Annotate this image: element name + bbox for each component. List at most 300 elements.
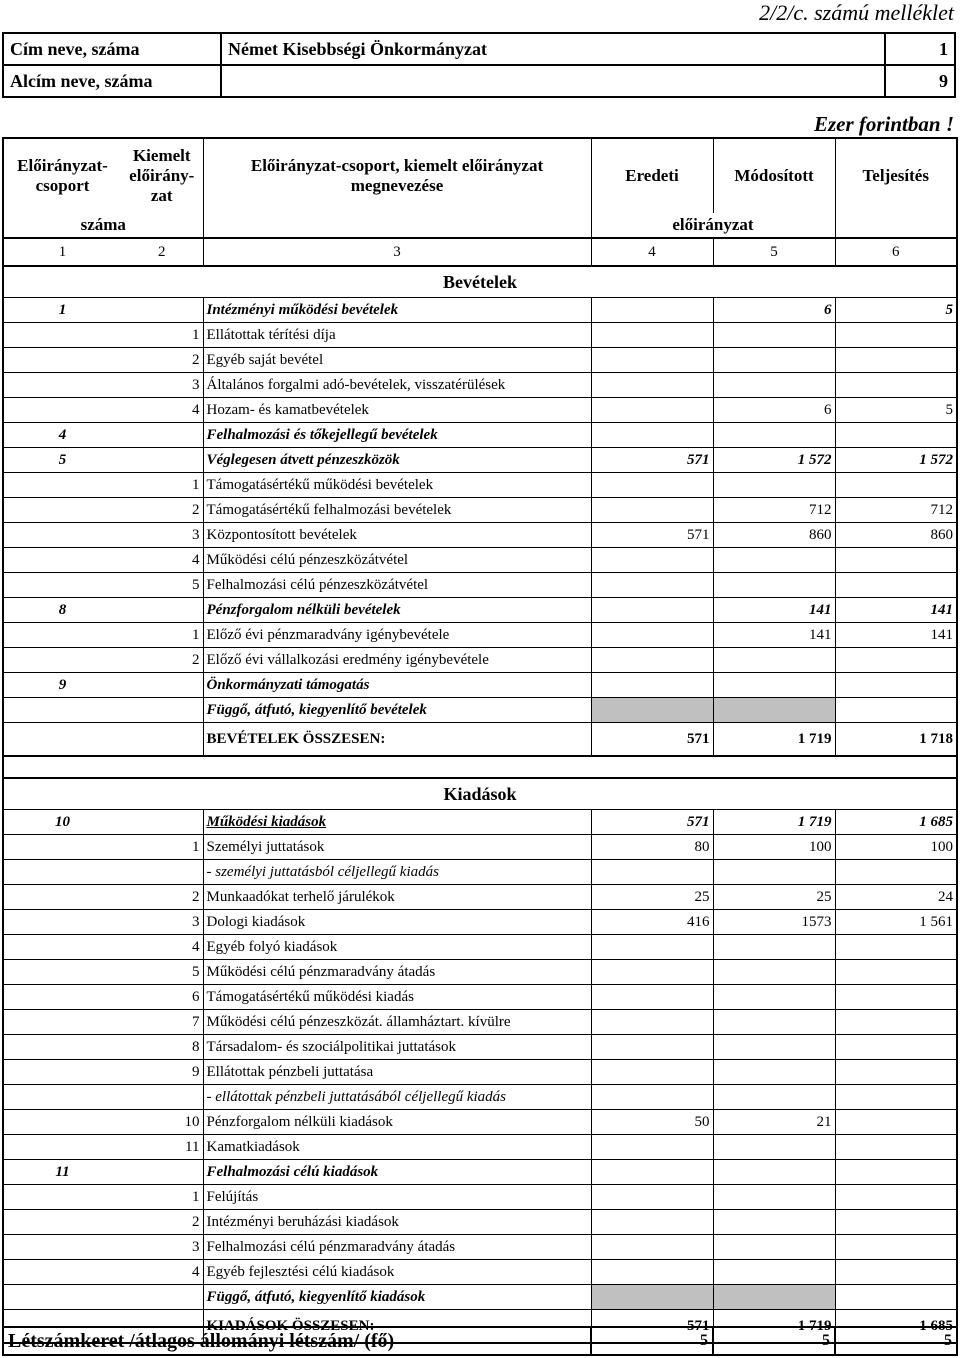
- expense-item-number: 6: [121, 985, 203, 1010]
- expense-performance-value: [835, 860, 957, 885]
- expense-original-value: [591, 860, 713, 885]
- title-row: [3, 33, 955, 65]
- expense-modified-value: [713, 1135, 835, 1160]
- expense-original-value: [591, 1260, 713, 1285]
- income-row: [3, 598, 957, 623]
- income-group-number: 4: [3, 423, 121, 448]
- income-original-value: [591, 548, 713, 573]
- expense-modified-value: [713, 1085, 835, 1110]
- income-group-number: [3, 373, 121, 398]
- income-performance-value: [835, 673, 957, 698]
- income-item-number: [121, 673, 203, 698]
- income-item-number: [121, 298, 203, 323]
- income-item-number: 3: [121, 523, 203, 548]
- expense-item-number: 1: [121, 1185, 203, 1210]
- expense-item-name: Pénzforgalom nélküli kiadások: [203, 1110, 591, 1135]
- income-item-number: 4: [121, 398, 203, 423]
- expense-group-number: [3, 1135, 121, 1160]
- income-item-name: Általános forgalmi adó-bevételek, visszatérülések: [203, 373, 591, 398]
- income-group-number: [3, 398, 121, 423]
- expense-item-number: 4: [121, 1260, 203, 1285]
- expense-item-name: Munkaadókat terhelő járulékok: [203, 885, 591, 910]
- headcount-table: [2, 1326, 958, 1356]
- income-item-name: Önkormányzati támogatás: [203, 673, 591, 698]
- income-performance-value: 5: [835, 398, 957, 423]
- header-table: [2, 32, 956, 98]
- income-original-value: [591, 573, 713, 598]
- expense-original-value: [591, 1135, 713, 1160]
- income-group-number: 9: [3, 673, 121, 698]
- expense-total-original: 571: [591, 1310, 713, 1344]
- expense-performance-value: [835, 1010, 957, 1035]
- income-modified-value: [713, 648, 835, 673]
- expense-original-value: [591, 1160, 713, 1185]
- expense-row: [3, 1260, 957, 1285]
- income-original-value: [591, 348, 713, 373]
- income-original-value: [591, 473, 713, 498]
- income-group-number: 1: [3, 298, 121, 323]
- expense-performance-value: [835, 1235, 957, 1260]
- income-modified-value: [713, 673, 835, 698]
- income-modified-value: [713, 348, 835, 373]
- budget-table: [2, 137, 958, 1344]
- headcount-row: [3, 1327, 957, 1355]
- expense-performance-value: [835, 1135, 957, 1160]
- expense-group-number: [3, 910, 121, 935]
- income-group-number: [3, 698, 121, 723]
- subtitle-row: [3, 65, 955, 97]
- expense-item-number: [121, 1160, 203, 1185]
- expense-original-value: 80: [591, 835, 713, 860]
- expense-total-performance: 1 685: [835, 1310, 957, 1344]
- income-group-number: [3, 523, 121, 548]
- expense-group-number: [3, 1210, 121, 1235]
- expense-section: [3, 778, 957, 1310]
- expense-modified-value: 100: [713, 835, 835, 860]
- expense-performance-value: [835, 960, 957, 985]
- col-number: 1: [3, 238, 121, 266]
- expense-group-number: [3, 1110, 121, 1135]
- expense-original-value: [591, 960, 713, 985]
- expense-original-value: 50: [591, 1110, 713, 1135]
- income-performance-value: [835, 548, 957, 573]
- expense-row: [3, 885, 957, 910]
- expense-performance-value: [835, 1185, 957, 1210]
- expense-row: [3, 860, 957, 885]
- income-original-value: 571: [591, 448, 713, 473]
- expense-row: [3, 1160, 957, 1185]
- col-group-header: Előirányzat-csoport: [17, 156, 108, 195]
- income-modified-value: [713, 698, 835, 723]
- expense-item-number: 3: [121, 1235, 203, 1260]
- expense-row: [3, 1285, 957, 1310]
- subtitle-label: Alcím neve, száma: [3, 65, 221, 97]
- expense-group-number: [3, 885, 121, 910]
- income-item-name: Támogatásértékű felhalmozási bevételek: [203, 498, 591, 523]
- expense-original-value: [591, 1060, 713, 1085]
- expense-item-name: Működési célú pénzeszközát. államháztart. kívülre: [203, 1010, 591, 1035]
- expense-performance-value: [835, 1085, 957, 1110]
- income-item-name: Központosított bevételek: [203, 523, 591, 548]
- expense-modified-value: [713, 860, 835, 885]
- expense-performance-value: [835, 1260, 957, 1285]
- expense-modified-value: [713, 1185, 835, 1210]
- income-modified-value: 6: [713, 298, 835, 323]
- expense-modified-value: [713, 935, 835, 960]
- expense-performance-value: [835, 1035, 957, 1060]
- expense-group-number: [3, 1010, 121, 1035]
- income-row: [3, 623, 957, 648]
- income-original-value: [591, 398, 713, 423]
- expense-item-name: - személyi juttatásból céljellegű kiadás: [203, 860, 591, 885]
- expense-modified-value: 25: [713, 885, 835, 910]
- income-row: [3, 348, 957, 373]
- expense-item-name: Intézményi beruházási kiadások: [203, 1210, 591, 1235]
- income-item-name: Előző évi pénzmaradvány igénybevétele: [203, 623, 591, 648]
- expense-item-name: Személyi juttatások: [203, 835, 591, 860]
- income-performance-value: [835, 473, 957, 498]
- column-number-row: [3, 238, 957, 266]
- expense-performance-value: [835, 1160, 957, 1185]
- income-total-modified: 1 719: [713, 723, 835, 757]
- income-group-number: [3, 548, 121, 573]
- col-description-header: Előirányzat-csoport, kiemelt előirányzat megnevezése: [203, 138, 591, 213]
- income-item-number: 5: [121, 573, 203, 598]
- expense-modified-value: 1573: [713, 910, 835, 935]
- expense-item-number: 8: [121, 1035, 203, 1060]
- expense-group-number: 11: [3, 1160, 121, 1185]
- expense-item-name: Felújítás: [203, 1185, 591, 1210]
- income-performance-value: [835, 373, 957, 398]
- expense-original-value: [591, 1235, 713, 1260]
- col-highlighted-header: Kiemelt előirány-zat: [121, 138, 203, 213]
- title-label: Cím neve, száma: [3, 33, 221, 65]
- expense-group-number: [3, 1285, 121, 1310]
- expense-original-value: 571: [591, 810, 713, 835]
- income-item-number: 1: [121, 473, 203, 498]
- expense-row: [3, 1210, 957, 1235]
- expense-modified-value: [713, 1285, 835, 1310]
- income-item-name: Hozam- és kamatbevételek: [203, 398, 591, 423]
- title-value: Német Kisebbségi Önkormányzat: [221, 33, 885, 65]
- income-modified-value: [713, 323, 835, 348]
- expense-item-name: Egyéb folyó kiadások: [203, 935, 591, 960]
- expense-group-number: [3, 1185, 121, 1210]
- expense-performance-value: [835, 1210, 957, 1235]
- expense-row: [3, 810, 957, 835]
- number-label: száma: [3, 213, 203, 238]
- expense-modified-value: [713, 1160, 835, 1185]
- income-original-value: [591, 373, 713, 398]
- expense-item-name: Ellátottak pénzbeli juttatása: [203, 1060, 591, 1085]
- expense-item-name: Felhalmozási célú kiadások: [203, 1160, 591, 1185]
- income-performance-value: 141: [835, 623, 957, 648]
- expense-group-number: [3, 985, 121, 1010]
- income-performance-value: 712: [835, 498, 957, 523]
- expense-item-name: Függő, átfutó, kiegyenlítő kiadások: [203, 1285, 591, 1310]
- income-item-name: Egyéb saját bevétel: [203, 348, 591, 373]
- expense-total-label: KIADÁSOK ÖSSZESEN:: [203, 1310, 591, 1344]
- expense-item-number: 2: [121, 885, 203, 910]
- income-modified-value: 6: [713, 398, 835, 423]
- expense-original-value: [591, 1035, 713, 1060]
- income-total-label: BEVÉTELEK ÖSSZESEN:: [203, 723, 591, 757]
- income-total-section: [3, 723, 957, 779]
- expense-group-number: [3, 1085, 121, 1110]
- income-item-number: 1: [121, 623, 203, 648]
- income-row: [3, 398, 957, 423]
- currency-note: Ezer forintban !: [813, 112, 954, 136]
- expense-row: [3, 1035, 957, 1060]
- income-performance-value: [835, 573, 957, 598]
- income-group-number: [3, 648, 121, 673]
- income-original-value: [591, 598, 713, 623]
- income-original-value: [591, 323, 713, 348]
- expense-group-number: [3, 960, 121, 985]
- income-original-value: [591, 648, 713, 673]
- expense-modified-value: 21: [713, 1110, 835, 1135]
- expense-item-number: 3: [121, 910, 203, 935]
- expense-section-title: Kiadások: [3, 778, 957, 810]
- expense-item-name: Felhalmozási célú pénzmaradvány átadás: [203, 1235, 591, 1260]
- expense-group-number: [3, 1035, 121, 1060]
- income-modified-value: [713, 373, 835, 398]
- income-item-name: Támogatásértékű működési bevételek: [203, 473, 591, 498]
- income-performance-value: [835, 423, 957, 448]
- income-group-number: [3, 323, 121, 348]
- income-item-number: 4: [121, 548, 203, 573]
- headcount-performance: 5: [835, 1327, 957, 1355]
- income-row: [3, 298, 957, 323]
- income-performance-value: 141: [835, 598, 957, 623]
- income-row: [3, 648, 957, 673]
- income-original-value: [591, 698, 713, 723]
- income-section: [3, 266, 957, 723]
- headcount-modified: 5: [713, 1327, 835, 1355]
- income-modified-value: 141: [713, 623, 835, 648]
- expense-group-number: [3, 1060, 121, 1085]
- expense-row: [3, 910, 957, 935]
- headcount-label: Létszámkeret /átlagos állományi létszám/ (fő): [3, 1327, 591, 1355]
- expense-row: [3, 935, 957, 960]
- col-original-header: Eredeti: [591, 138, 713, 213]
- income-performance-value: [835, 648, 957, 673]
- income-group-number: 8: [3, 598, 121, 623]
- expense-original-value: [591, 985, 713, 1010]
- income-row: [3, 548, 957, 573]
- expense-item-name: - ellátottak pénzbeli juttatásából céljellegű kiadás: [203, 1085, 591, 1110]
- income-row: [3, 573, 957, 598]
- income-original-value: 571: [591, 523, 713, 548]
- expense-item-name: Társadalom- és szociálpolitikai juttatások: [203, 1035, 591, 1060]
- expense-modified-value: [713, 985, 835, 1010]
- income-original-value: [591, 498, 713, 523]
- income-modified-value: 860: [713, 523, 835, 548]
- income-item-name: Előző évi vállalkozási eredmény igénybevétele: [203, 648, 591, 673]
- expense-modified-value: 1 719: [713, 810, 835, 835]
- income-performance-value: [835, 348, 957, 373]
- expense-item-number: 1: [121, 835, 203, 860]
- income-item-name: Intézményi működési bevételek: [203, 298, 591, 323]
- column-header-row: [3, 138, 957, 213]
- expense-item-name: Működési célú pénzmaradvány átadás: [203, 960, 591, 985]
- expense-original-value: [591, 1010, 713, 1035]
- expense-original-value: [591, 1185, 713, 1210]
- income-item-name: Felhalmozási célú pénzeszközátvétel: [203, 573, 591, 598]
- expense-group-number: [3, 835, 121, 860]
- col-number: 5: [713, 238, 835, 266]
- expense-performance-value: 100: [835, 835, 957, 860]
- income-row: [3, 323, 957, 348]
- expense-item-number: 4: [121, 935, 203, 960]
- income-item-number: 1: [121, 323, 203, 348]
- income-group-number: [3, 573, 121, 598]
- expense-modified-value: [713, 1060, 835, 1085]
- income-item-number: 3: [121, 373, 203, 398]
- col-number: 3: [203, 238, 591, 266]
- income-item-name: Pénzforgalom nélküli bevételek: [203, 598, 591, 623]
- expense-row: [3, 1085, 957, 1110]
- income-performance-value: [835, 698, 957, 723]
- income-row: [3, 373, 957, 398]
- income-row: [3, 498, 957, 523]
- expense-modified-value: [713, 1210, 835, 1235]
- income-item-name: Függő, átfutó, kiegyenlítő bevételek: [203, 698, 591, 723]
- income-section-title-row: [3, 266, 957, 298]
- income-group-number: [3, 348, 121, 373]
- expense-modified-value: [713, 1010, 835, 1035]
- income-item-number: 2: [121, 498, 203, 523]
- income-original-value: [591, 423, 713, 448]
- expense-group-number: [3, 1235, 121, 1260]
- income-item-name: Ellátottak térítési díja: [203, 323, 591, 348]
- income-group-number: [3, 473, 121, 498]
- expense-row: [3, 1185, 957, 1210]
- col-number: 6: [835, 238, 957, 266]
- income-row: [3, 448, 957, 473]
- expense-item-name: Dologi kiadások: [203, 910, 591, 935]
- expense-item-number: 9: [121, 1060, 203, 1085]
- expense-performance-value: [835, 935, 957, 960]
- expense-performance-value: 1 685: [835, 810, 957, 835]
- expense-modified-value: [713, 1035, 835, 1060]
- expense-original-value: 25: [591, 885, 713, 910]
- title-number: 1: [885, 33, 955, 65]
- expense-item-number: 7: [121, 1010, 203, 1035]
- expense-original-value: [591, 1210, 713, 1235]
- col-number: 4: [591, 238, 713, 266]
- income-item-number: [121, 423, 203, 448]
- income-original-value: [591, 623, 713, 648]
- income-modified-value: 141: [713, 598, 835, 623]
- expense-total-modified: 1 719: [713, 1310, 835, 1344]
- income-section-title: Bevételek: [3, 266, 957, 298]
- income-row: [3, 523, 957, 548]
- expense-row: [3, 1110, 957, 1135]
- income-row: [3, 673, 957, 698]
- income-modified-value: [713, 548, 835, 573]
- income-performance-value: 5: [835, 298, 957, 323]
- expense-performance-value: [835, 1285, 957, 1310]
- expense-item-name: Működési kiadások: [203, 810, 591, 835]
- expense-performance-value: [835, 1110, 957, 1135]
- expense-modified-value: [713, 960, 835, 985]
- col-performance-header: Teljesítés: [862, 166, 929, 185]
- income-group-number: 5: [3, 448, 121, 473]
- expense-row: [3, 835, 957, 860]
- expense-original-value: [591, 1085, 713, 1110]
- spacer-row: [3, 756, 957, 778]
- income-row: [3, 473, 957, 498]
- headcount-original: 5: [591, 1327, 713, 1355]
- expense-item-name: Támogatásértékű működési kiadás: [203, 985, 591, 1010]
- income-performance-value: 860: [835, 523, 957, 548]
- expense-item-number: 11: [121, 1135, 203, 1160]
- expense-original-value: 416: [591, 910, 713, 935]
- expense-performance-value: [835, 985, 957, 1010]
- expense-performance-value: 1 561: [835, 910, 957, 935]
- expense-section-title-row: [3, 778, 957, 810]
- expense-item-name: Egyéb fejlesztési célú kiadások: [203, 1260, 591, 1285]
- expense-row: [3, 960, 957, 985]
- expense-performance-value: [835, 1060, 957, 1085]
- expense-performance-value: 24: [835, 885, 957, 910]
- income-item-name: Véglegesen átvett pénzeszközök: [203, 448, 591, 473]
- expense-original-value: [591, 935, 713, 960]
- income-item-name: Működési célú pénzeszközátvétel: [203, 548, 591, 573]
- income-total-row: [3, 723, 957, 757]
- expense-item-number: [121, 1285, 203, 1310]
- expense-item-number: [121, 860, 203, 885]
- expense-group-number: [3, 935, 121, 960]
- subtitle-number: 9: [885, 65, 955, 97]
- expense-item-number: [121, 1085, 203, 1110]
- expense-row: [3, 1010, 957, 1035]
- income-performance-value: 1 572: [835, 448, 957, 473]
- income-modified-value: 1 572: [713, 448, 835, 473]
- income-item-name: Felhalmozási és tőkejellegű bevételek: [203, 423, 591, 448]
- income-modified-value: 712: [713, 498, 835, 523]
- expense-modified-value: [713, 1260, 835, 1285]
- expense-modified-value: [713, 1235, 835, 1260]
- income-group-number: [3, 498, 121, 523]
- income-total-original: 571: [591, 723, 713, 757]
- appropriation-label: előirányzat: [591, 213, 835, 238]
- expense-group-number: [3, 1260, 121, 1285]
- income-item-number: [121, 698, 203, 723]
- expense-item-number: [121, 810, 203, 835]
- income-group-number: [3, 623, 121, 648]
- expense-group-number: [3, 860, 121, 885]
- expense-group-number: 10: [3, 810, 121, 835]
- column-subheader-row: [3, 213, 957, 238]
- income-item-number: [121, 598, 203, 623]
- income-modified-value: [713, 473, 835, 498]
- income-total-performance: 1 718: [835, 723, 957, 757]
- income-original-value: [591, 298, 713, 323]
- col-modified-header: Módosított: [713, 138, 835, 213]
- col-number: 2: [121, 238, 203, 266]
- income-modified-value: [713, 423, 835, 448]
- subtitle-value: [221, 65, 885, 97]
- expense-item-number: 10: [121, 1110, 203, 1135]
- income-modified-value: [713, 573, 835, 598]
- expense-row: [3, 1135, 957, 1160]
- expense-original-value: [591, 1285, 713, 1310]
- income-item-number: 2: [121, 348, 203, 373]
- expense-row: [3, 1235, 957, 1260]
- income-original-value: [591, 673, 713, 698]
